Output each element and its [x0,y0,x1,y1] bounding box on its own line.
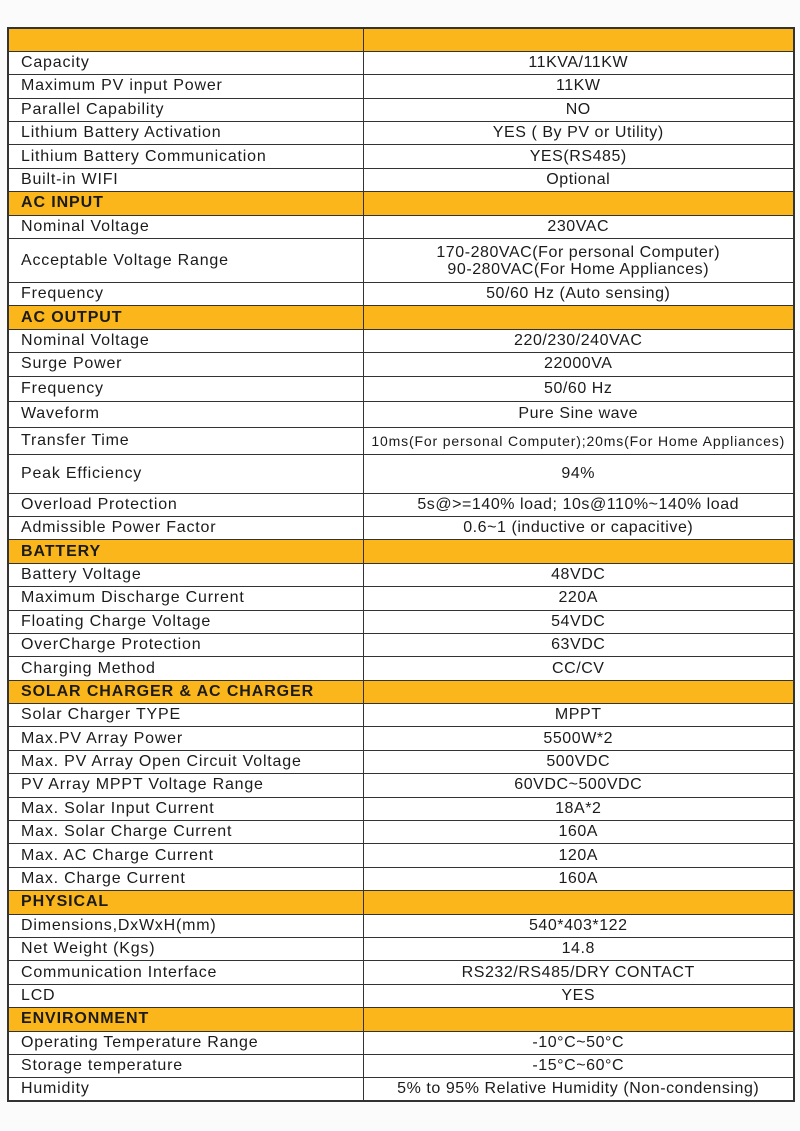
spec-value: RS232/RS485/DRY CONTACT [363,961,794,984]
section-header-ac-input [8,192,794,215]
section-title: ENVIRONMENT [8,1008,363,1031]
section-header-filler [363,680,794,703]
spec-value: 11KW [363,75,794,98]
spec-row-capacity [8,51,794,74]
spec-row-storage-temperature [8,1054,794,1077]
spec-value: YES(RS485) [363,145,794,168]
spec-value: NO [363,98,794,121]
spec-value: -15°C~60°C [363,1054,794,1077]
section-header-filler [363,192,794,215]
spec-value: 14.8 [363,938,794,961]
spec-row-lithium-battery-communication [8,145,794,168]
spec-value: 230VAC [363,215,794,238]
spec-value: 18A*2 [363,797,794,820]
spec-value: 120A [363,844,794,867]
spec-row-charging-method [8,657,794,680]
section-header-filler [363,1008,794,1031]
spec-label: Max. PV Array Open Circuit Voltage [8,750,363,773]
section-title: SOLAR CHARGER & AC CHARGER [8,680,363,703]
spec-row-max-pv-array-power [8,727,794,750]
spec-value: 160A [363,867,794,890]
spec-value: 10ms(For personal Computer);20ms(For Home Appliances) [363,427,794,454]
spec-label: Communication Interface [8,961,363,984]
section-header-physical [8,891,794,914]
spec-label: LCD [8,984,363,1007]
spec-value: 5s@>=140% load; 10s@110%~140% load [363,493,794,516]
spec-row-humidity [8,1078,794,1101]
spec-label: Maximum PV input Power [8,75,363,98]
spec-value: 5500W*2 [363,727,794,750]
section-title: AC INPUT [8,192,363,215]
spec-label: Frequency [8,376,363,401]
spec-label: Charging Method [8,657,363,680]
spec-row-peak-efficiency [8,454,794,493]
spec-value: 22000VA [363,353,794,376]
spec-label: Surge Power [8,353,363,376]
spec-label: Lithium Battery Activation [8,122,363,145]
spec-row-overcharge-protection [8,633,794,656]
spec-label: OverCharge Protection [8,633,363,656]
section-header-ac-output [8,306,794,329]
spec-row-built-in-wifi [8,168,794,191]
spec-value: YES [363,984,794,1007]
spec-row-pv-array-mppt-voltage-range [8,774,794,797]
spec-row-lcd [8,984,794,1007]
spec-label: Max. AC Charge Current [8,844,363,867]
spec-row-max-charge-current [8,867,794,890]
spec-row-surge-power [8,353,794,376]
spec-row-admissible-power-factor [8,516,794,539]
spec-value: 5% to 95% Relative Humidity (Non-condensing) [363,1078,794,1101]
spec-label: Maximum Discharge Current [8,587,363,610]
section-title: PHYSICAL [8,891,363,914]
spec-label: Humidity [8,1078,363,1101]
spec-label: Frequency [8,283,363,306]
spec-row-maximum-pv-input-power [8,75,794,98]
section-header-environment [8,1008,794,1031]
spec-label: Parallel Capability [8,98,363,121]
section-header-battery [8,540,794,563]
spec-row-frequency [8,376,794,401]
spec-label: Max. Solar Input Current [8,797,363,820]
spec-row-parallel-capability [8,98,794,121]
spec-label: Waveform [8,401,363,427]
section-header-filler [363,28,794,51]
spec-table-body [8,28,794,1101]
spec-row-max-solar-input-current [8,797,794,820]
spec-label: Capacity [8,51,363,74]
spec-label: Transfer Time [8,427,363,454]
spec-label: Nominal Voltage [8,215,363,238]
spec-row-waveform [8,401,794,427]
spec-value: 500VDC [363,750,794,773]
section-title [8,28,363,51]
spec-value: 220/230/240VAC [363,329,794,352]
section-header-filler [363,306,794,329]
spec-value: 220A [363,587,794,610]
spec-value: 0.6~1 (inductive or capacitive) [363,516,794,539]
spec-label: Solar Charger TYPE [8,704,363,727]
spec-label: Acceptable Voltage Range [8,239,363,283]
spec-label: PV Array MPPT Voltage Range [8,774,363,797]
spec-value: MPPT [363,704,794,727]
spec-row-floating-charge-voltage [8,610,794,633]
spec-value: Optional [363,168,794,191]
spec-row-battery-voltage [8,563,794,586]
spec-label: Nominal Voltage [8,329,363,352]
spec-label: Peak Efficiency [8,454,363,493]
spec-row-net-weight-kgs [8,938,794,961]
spec-row-frequency [8,283,794,306]
spec-value: 63VDC [363,633,794,656]
spec-row-dimensions-dxwxh-mm [8,914,794,937]
spec-value: 50/60 Hz (Auto sensing) [363,283,794,306]
spec-label: Dimensions,DxWxH(mm) [8,914,363,937]
spec-table [7,27,795,1102]
spec-label: Battery Voltage [8,563,363,586]
spec-label: Storage temperature [8,1054,363,1077]
spec-label: Operating Temperature Range [8,1031,363,1054]
spec-label: Max. Solar Charge Current [8,821,363,844]
section-title: AC OUTPUT [8,306,363,329]
spec-row-transfer-time [8,427,794,454]
spec-value: 160A [363,821,794,844]
spec-row-nominal-voltage [8,329,794,352]
spec-value: Pure Sine wave [363,401,794,427]
spec-value: 11KVA/11KW [363,51,794,74]
spec-value: 170-280VAC(For personal Computer) 90-280VAC(For Home Appliances) [363,239,794,283]
spec-label: Built-in WIFI [8,168,363,191]
spec-row-solar-charger-type [8,704,794,727]
section-header-filler [363,540,794,563]
spec-value: 94% [363,454,794,493]
spec-row-maximum-discharge-current [8,587,794,610]
spec-row-max-pv-array-open-circuit-voltage [8,750,794,773]
section-header-solar-charger-ac-charger [8,680,794,703]
spec-row-operating-temperature-range [8,1031,794,1054]
spec-label: Lithium Battery Communication [8,145,363,168]
spec-value: -10°C~50°C [363,1031,794,1054]
table-header-row [8,28,794,51]
spec-value: 48VDC [363,563,794,586]
spec-label: Admissible Power Factor [8,516,363,539]
spec-value: 540*403*122 [363,914,794,937]
spec-row-overload-protection [8,493,794,516]
spec-label: Net Weight (Kgs) [8,938,363,961]
spec-value: 50/60 Hz [363,376,794,401]
spec-label: Floating Charge Voltage [8,610,363,633]
spec-value: YES ( By PV or Utility) [363,122,794,145]
spec-row-nominal-voltage [8,215,794,238]
section-header-filler [363,891,794,914]
spec-row-lithium-battery-activation [8,122,794,145]
spec-value: 54VDC [363,610,794,633]
spec-value: 60VDC~500VDC [363,774,794,797]
spec-label: Overload Protection [8,493,363,516]
spec-label: Max. Charge Current [8,867,363,890]
spec-row-max-solar-charge-current [8,821,794,844]
spec-row-acceptable-voltage-range [8,239,794,283]
spec-row-communication-interface [8,961,794,984]
spec-row-max-ac-charge-current [8,844,794,867]
spec-label: Max.PV Array Power [8,727,363,750]
spec-value: CC/CV [363,657,794,680]
section-title: BATTERY [8,540,363,563]
